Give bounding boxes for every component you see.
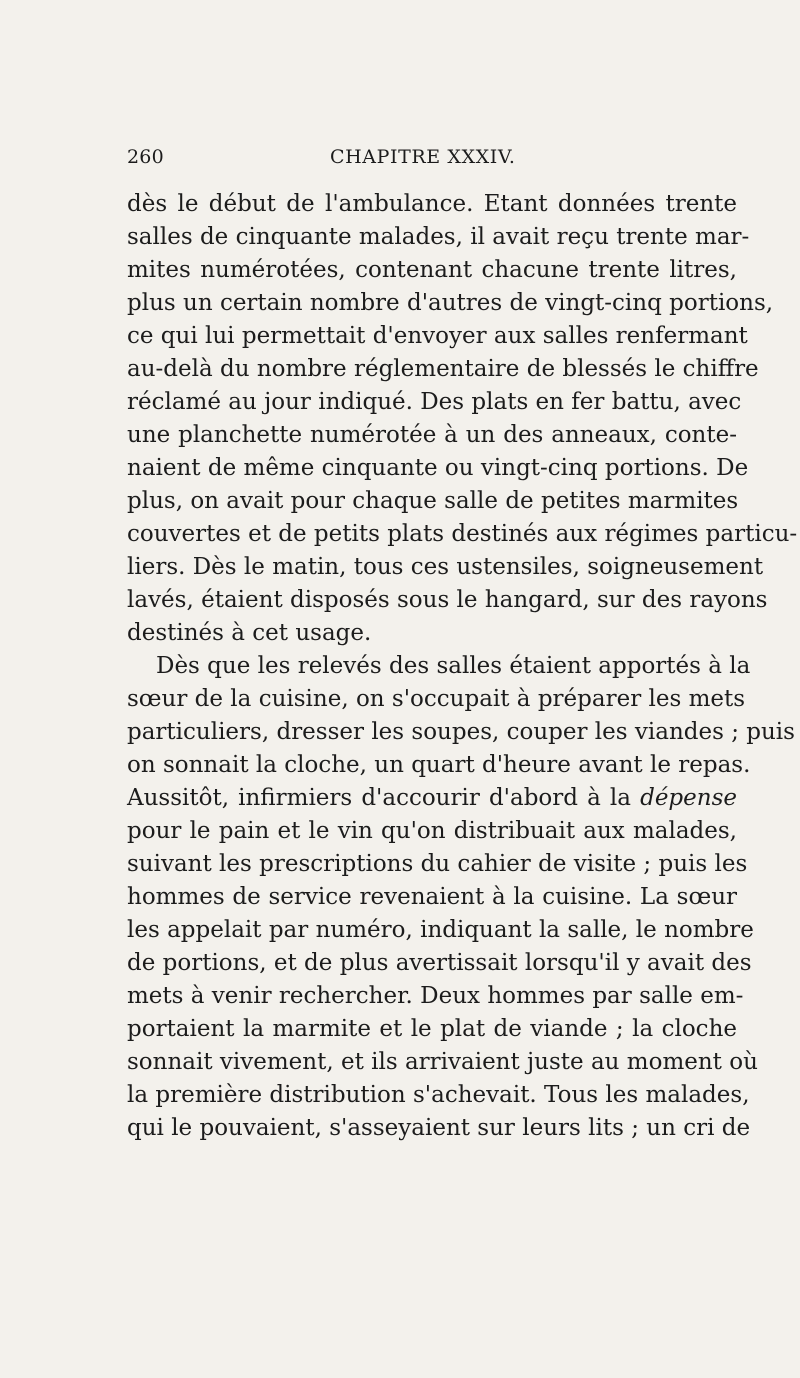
text-line: pour le pain et le vin qu'on distribuait aux malades,: [127, 818, 737, 844]
text-line: sœur de la cuisine, on s'occupait à préparer les mets: [127, 686, 746, 712]
text-line-with-emphasis: [127, 782, 737, 815]
text-line: ce qui lui permettait d'envoyer aux salles renfermant: [127, 323, 748, 349]
text-line: dès le début de l'ambulance. Etant données trente: [127, 191, 737, 217]
text-line: portaient la marmite et le plat de viande ; la cloche: [127, 1016, 737, 1042]
text-line: mets à venir rechercher. Deux hommes par salle em-: [127, 983, 744, 1009]
text-line: au-delà du nombre réglementaire de blessés le chiffre: [127, 356, 759, 382]
body-text: [127, 188, 798, 1145]
text-line: on sonnait la cloche, un quart d'heure avant le repas.: [127, 752, 751, 778]
page-number: 260: [127, 146, 164, 168]
text-line: les appelait par numéro, indiquant la salle, le nombre: [127, 917, 754, 943]
text-line: qui le pouvaient, s'asseyaient sur leurs lits ; un cri de: [127, 1115, 751, 1141]
chapter-title: CHAPITRE XXXIV.: [330, 146, 516, 168]
text-line: particuliers, dresser les soupes, couper les viandes ; puis: [127, 719, 795, 745]
text-line: plus un certain nombre d'autres de vingt-cinq portions,: [127, 290, 774, 316]
text-line: suivant les prescriptions du cahier de visite ; puis les: [127, 851, 748, 877]
text-segment: Aussitôt, infirmiers d'accourir d'abord à la: [127, 785, 641, 811]
text-line: hommes de service revenaient à la cuisine. La sœur: [127, 884, 737, 910]
text-line: naient de même cinquante ou vingt-cinq portions. De: [127, 455, 749, 481]
text-line: salles de cinquante malades, il avait reçu trente mar-: [127, 224, 750, 250]
text-line: Dès que les relevés des salles étaient apportés à la: [156, 653, 751, 679]
text-line: lavés, étaient disposés sous le hangard, sur des rayons: [127, 587, 768, 613]
text-line: une planchette numérotée à un des anneaux, conte-: [127, 422, 737, 448]
text-line: de portions, et de plus avertissait lorsqu'il y avait des: [127, 950, 752, 976]
text-line: réclamé au jour indiqué. Des plats en fer battu, avec: [127, 389, 742, 415]
text-line: la première distribution s'achevait. Tous les malades,: [127, 1082, 750, 1108]
text-line: couvertes et de petits plats destinés aux régimes particu-: [127, 521, 798, 547]
emphasized-word: dépense: [640, 785, 737, 811]
text-line: plus, on avait pour chaque salle de petites marmites: [127, 488, 739, 514]
text-line: destinés à cet usage.: [127, 620, 372, 646]
text-line: sonnait vivement, et ils arrivaient juste au moment où: [127, 1049, 758, 1075]
text-line: liers. Dès le matin, tous ces ustensiles, soigneusement: [127, 554, 764, 580]
running-head: [127, 146, 737, 176]
text-line: mites numérotées, contenant chacune trente litres,: [127, 257, 737, 283]
